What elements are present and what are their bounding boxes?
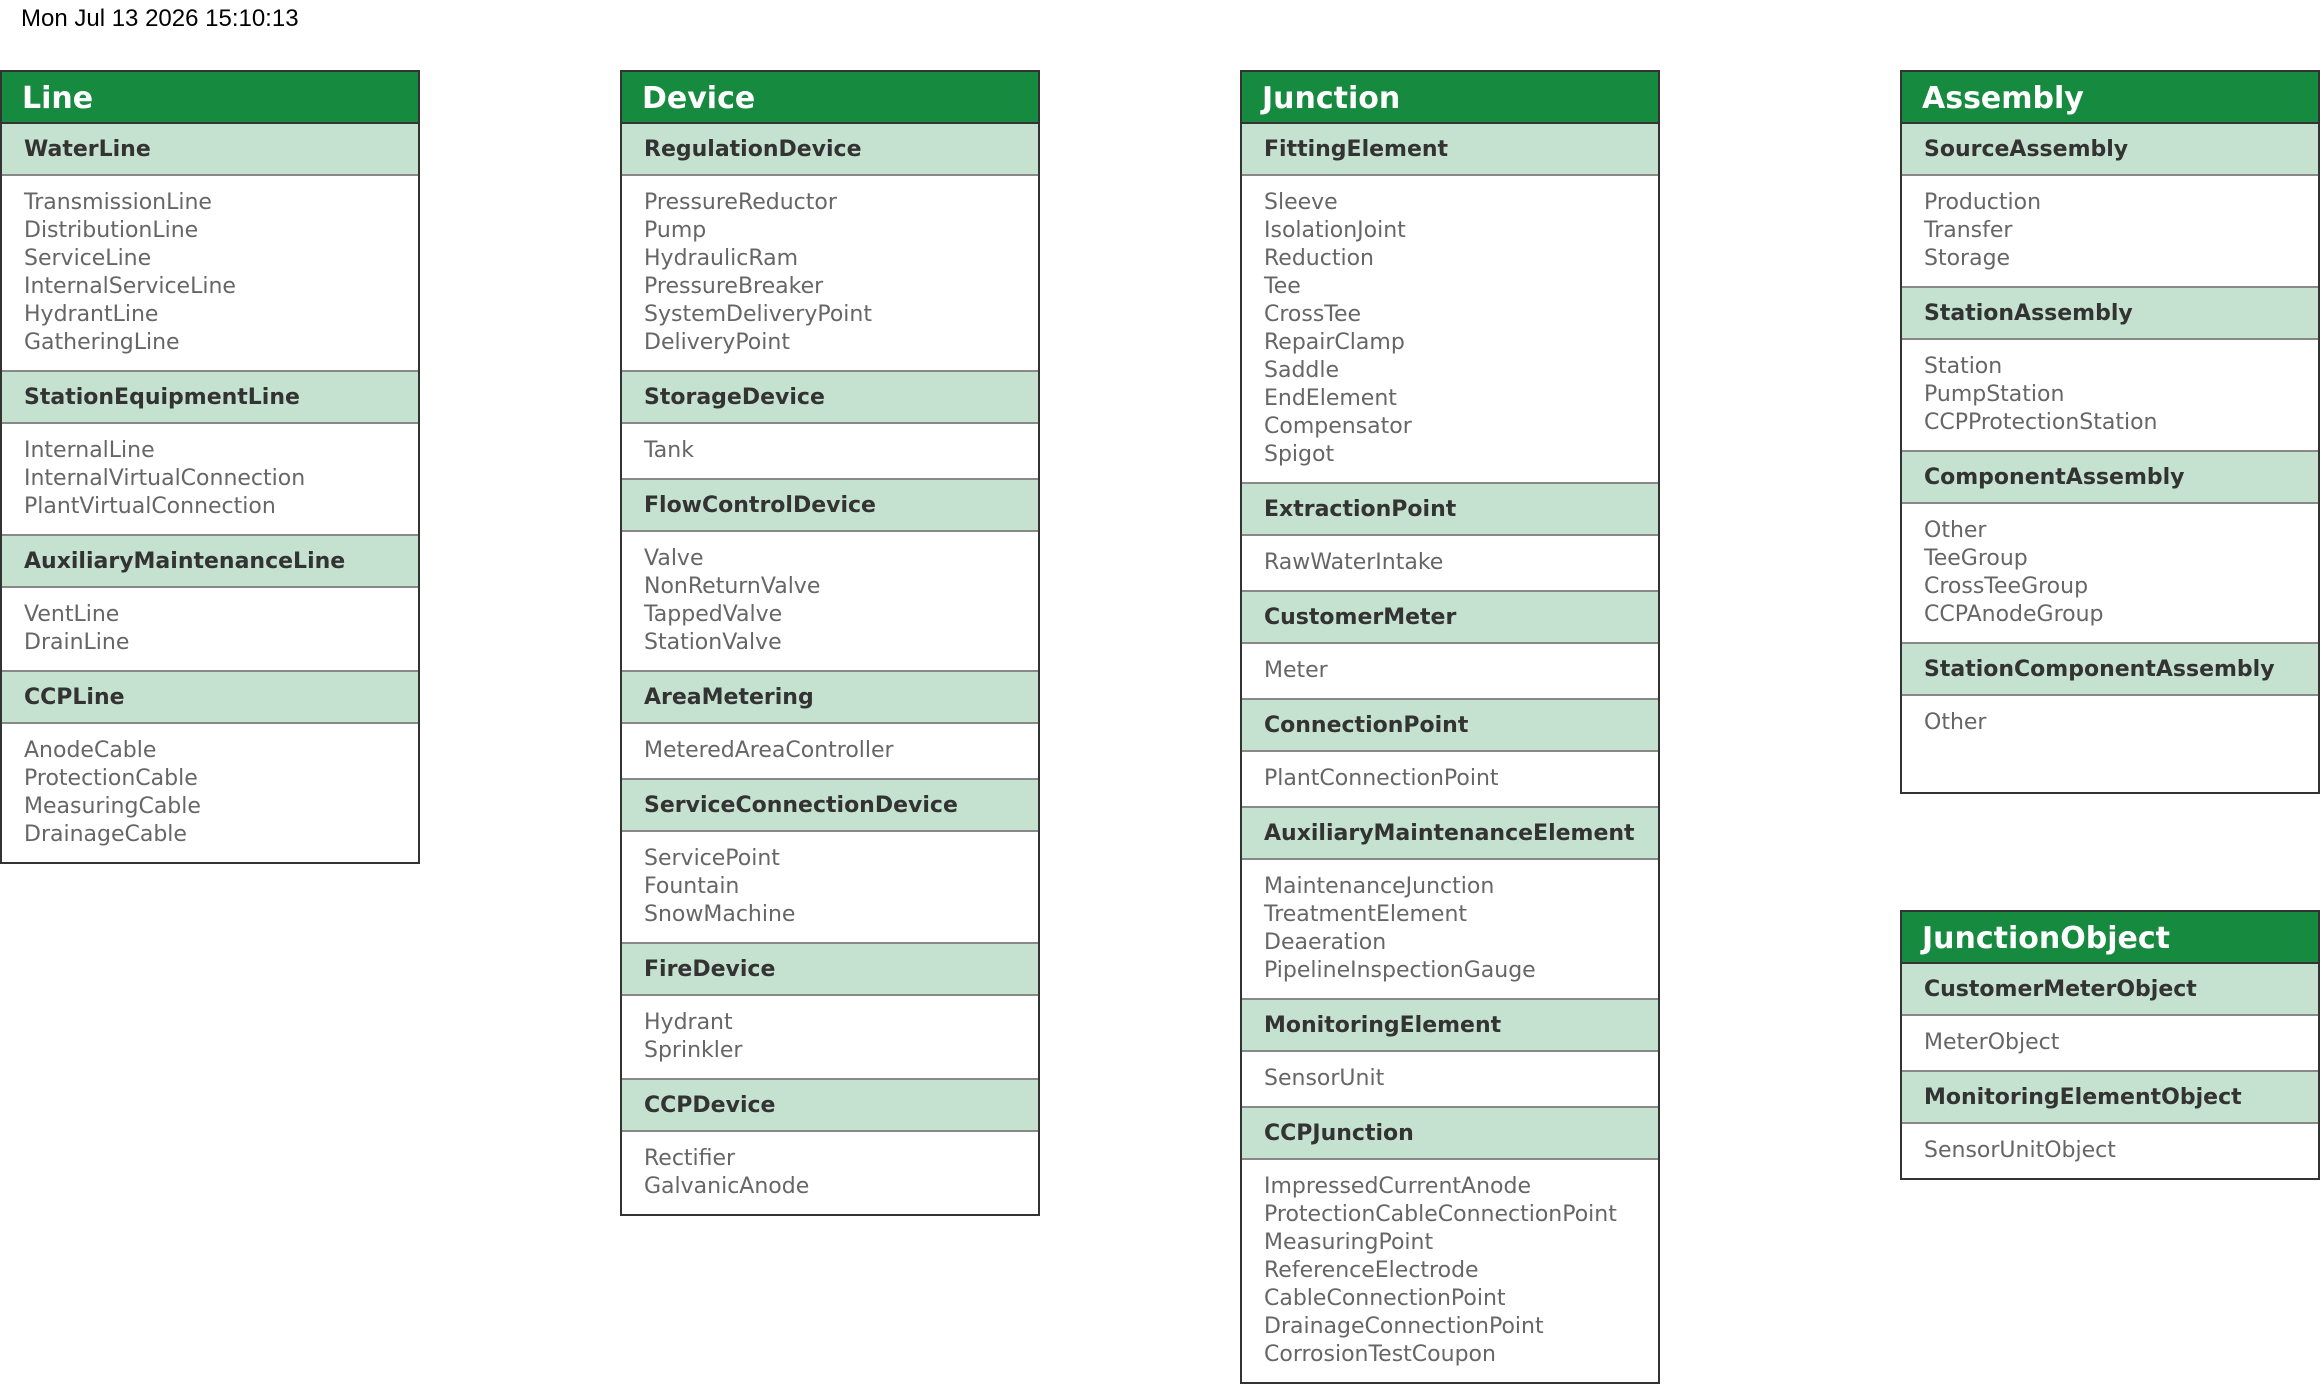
list-item: TappedValve	[644, 602, 783, 627]
group-items	[1902, 696, 2318, 750]
group-items	[1242, 860, 1658, 1000]
junction-object-box	[1900, 910, 2320, 1180]
list-item: Station	[1924, 354, 2003, 379]
list-item: InternalServiceLine	[24, 274, 236, 299]
assembly-box	[1900, 70, 2320, 794]
group-header-customer-meter: CustomerMeter	[1242, 592, 1658, 644]
group-header-station-assembly: StationAssembly	[1902, 288, 2318, 340]
list-item: TeeGroup	[1924, 546, 2028, 571]
list-item: MeasuringCable	[24, 794, 201, 819]
group-items	[1902, 1016, 2318, 1072]
list-item: AnodeCable	[24, 738, 157, 763]
list-item: PressureReductor	[644, 190, 837, 215]
box-title: Line	[2, 72, 418, 124]
group-header-ccp-device: CCPDevice	[622, 1080, 1038, 1132]
group-items	[622, 832, 1038, 944]
group-items	[622, 424, 1038, 480]
group-header-station-equipment-line: StationEquipmentLine	[2, 372, 418, 424]
list-item: SystemDeliveryPoint	[644, 302, 872, 327]
group-items	[622, 724, 1038, 780]
list-item: ImpressedCurrentAnode	[1264, 1174, 1531, 1199]
group-header-extraction-point: ExtractionPoint	[1242, 484, 1658, 536]
group-items	[1902, 176, 2318, 288]
group-header-fitting-element: FittingElement	[1242, 124, 1658, 176]
list-item: CrossTeeGroup	[1924, 574, 2089, 599]
list-item: Deaeration	[1264, 930, 1387, 955]
list-item: HydrantLine	[24, 302, 159, 327]
list-item: NonReturnValve	[644, 574, 821, 599]
group-items	[1902, 1124, 2318, 1178]
junction-box	[1240, 70, 1660, 1384]
list-item: Hydrant	[644, 1010, 733, 1035]
group-items	[1242, 752, 1658, 808]
list-item: ServiceLine	[24, 246, 152, 271]
list-item: ProtectionCable	[24, 766, 198, 791]
list-item: DrainageConnectionPoint	[1264, 1314, 1544, 1339]
box-title: Junction	[1242, 72, 1658, 124]
list-item: Pump	[644, 218, 707, 243]
list-item: ProtectionCableConnectionPoint	[1264, 1202, 1617, 1227]
group-header-regulation-device: RegulationDevice	[622, 124, 1038, 176]
list-item: PlantConnectionPoint	[1264, 766, 1499, 791]
list-item: MeteredAreaController	[644, 738, 894, 763]
list-item: Other	[1924, 518, 1987, 543]
list-item: Tank	[644, 438, 694, 463]
group-items	[1242, 644, 1658, 700]
group-items	[1242, 1160, 1658, 1382]
list-item: Saddle	[1264, 358, 1340, 383]
group-items	[622, 532, 1038, 672]
group-header-auxiliary-maintenance-element: AuxiliaryMaintenanceElement	[1242, 808, 1658, 860]
line-box	[0, 70, 420, 864]
group-header-auxiliary-maintenance-line: AuxiliaryMaintenanceLine	[2, 536, 418, 588]
list-item: SensorUnitObject	[1924, 1138, 2116, 1163]
group-items	[1902, 504, 2318, 644]
list-item: Production	[1924, 190, 2042, 215]
group-header-monitoring-element-object: MonitoringElementObject	[1902, 1072, 2318, 1124]
list-item: PumpStation	[1924, 382, 2065, 407]
list-item: Tee	[1264, 274, 1301, 299]
list-item: StationValve	[644, 630, 782, 655]
list-item: Other	[1924, 710, 1987, 735]
list-item: RawWaterIntake	[1264, 550, 1444, 575]
group-items	[2, 588, 418, 672]
group-items	[1902, 340, 2318, 452]
list-item: CrossTee	[1264, 302, 1362, 327]
list-item: IsolationJoint	[1264, 218, 1406, 243]
group-items	[1242, 176, 1658, 484]
list-item: DeliveryPoint	[644, 330, 790, 355]
list-item: CorrosionTestCoupon	[1264, 1342, 1496, 1367]
group-header-connection-point: ConnectionPoint	[1242, 700, 1658, 752]
list-item: DistributionLine	[24, 218, 199, 243]
list-item: Valve	[644, 546, 704, 571]
list-item: TreatmentElement	[1264, 902, 1468, 927]
group-items	[2, 724, 418, 862]
box-title: Device	[622, 72, 1038, 124]
group-items	[622, 996, 1038, 1080]
list-item: VentLine	[24, 602, 120, 627]
list-item: Fountain	[644, 874, 740, 899]
list-item: Compensator	[1264, 414, 1412, 439]
group-header-storage-device: StorageDevice	[622, 372, 1038, 424]
list-item: CCPAnodeGroup	[1924, 602, 2104, 627]
group-header-ccp-junction: CCPJunction	[1242, 1108, 1658, 1160]
group-header-service-connection-device: ServiceConnectionDevice	[622, 780, 1038, 832]
group-header-component-assembly: ComponentAssembly	[1902, 452, 2318, 504]
group-header-source-assembly: SourceAssembly	[1902, 124, 2318, 176]
list-item: MeasuringPoint	[1264, 1230, 1434, 1255]
list-item: InternalVirtualConnection	[24, 466, 306, 491]
group-header-monitoring-element: MonitoringElement	[1242, 1000, 1658, 1052]
list-item: InternalLine	[24, 438, 155, 463]
device-box	[620, 70, 1040, 1216]
list-item: Rectifier	[644, 1146, 736, 1171]
list-item: PlantVirtualConnection	[24, 494, 276, 519]
list-item: ReferenceElectrode	[1264, 1258, 1479, 1283]
list-item: CCPProtectionStation	[1924, 410, 2158, 435]
list-item: Transfer	[1924, 218, 2013, 243]
group-header-customer-meter-object: CustomerMeterObject	[1902, 964, 2318, 1016]
list-item: PressureBreaker	[644, 274, 824, 299]
list-item: GalvanicAnode	[644, 1174, 810, 1199]
timestamp: Mon Jul 13 2026 15:10:13	[21, 5, 299, 32]
group-items	[1242, 1052, 1658, 1108]
group-header-water-line: WaterLine	[2, 124, 418, 176]
list-item: SensorUnit	[1264, 1066, 1385, 1091]
list-item: Spigot	[1264, 442, 1335, 467]
group-header-ccp-line: CCPLine	[2, 672, 418, 724]
list-item: HydraulicRam	[644, 246, 799, 271]
list-item: Meter	[1264, 658, 1328, 683]
list-item: DrainageCable	[24, 822, 187, 847]
list-item: Storage	[1924, 246, 2011, 271]
box-title: Assembly	[1902, 72, 2318, 124]
group-items	[2, 176, 418, 372]
list-item: Sleeve	[1264, 190, 1338, 215]
list-item: Sprinkler	[644, 1038, 743, 1063]
list-item: PipelineInspectionGauge	[1264, 958, 1536, 983]
list-item: ServicePoint	[644, 846, 780, 871]
list-item: MeterObject	[1924, 1030, 2060, 1055]
box-title: JunctionObject	[1902, 912, 2318, 964]
group-items	[622, 1132, 1038, 1214]
group-items	[1242, 536, 1658, 592]
group-header-fire-device: FireDevice	[622, 944, 1038, 996]
list-item: MaintenanceJunction	[1264, 874, 1495, 899]
list-item: RepairClamp	[1264, 330, 1405, 355]
list-item: CableConnectionPoint	[1264, 1286, 1506, 1311]
list-item: Reduction	[1264, 246, 1374, 271]
group-items	[622, 176, 1038, 372]
group-items	[2, 424, 418, 536]
group-header-flow-control-device: FlowControlDevice	[622, 480, 1038, 532]
list-item: DrainLine	[24, 630, 130, 655]
list-item: SnowMachine	[644, 902, 796, 927]
list-item: EndElement	[1264, 386, 1397, 411]
list-item: TransmissionLine	[24, 190, 212, 215]
group-header-area-metering: AreaMetering	[622, 672, 1038, 724]
group-header-station-component-assembly: StationComponentAssembly	[1902, 644, 2318, 696]
list-item: GatheringLine	[24, 330, 180, 355]
